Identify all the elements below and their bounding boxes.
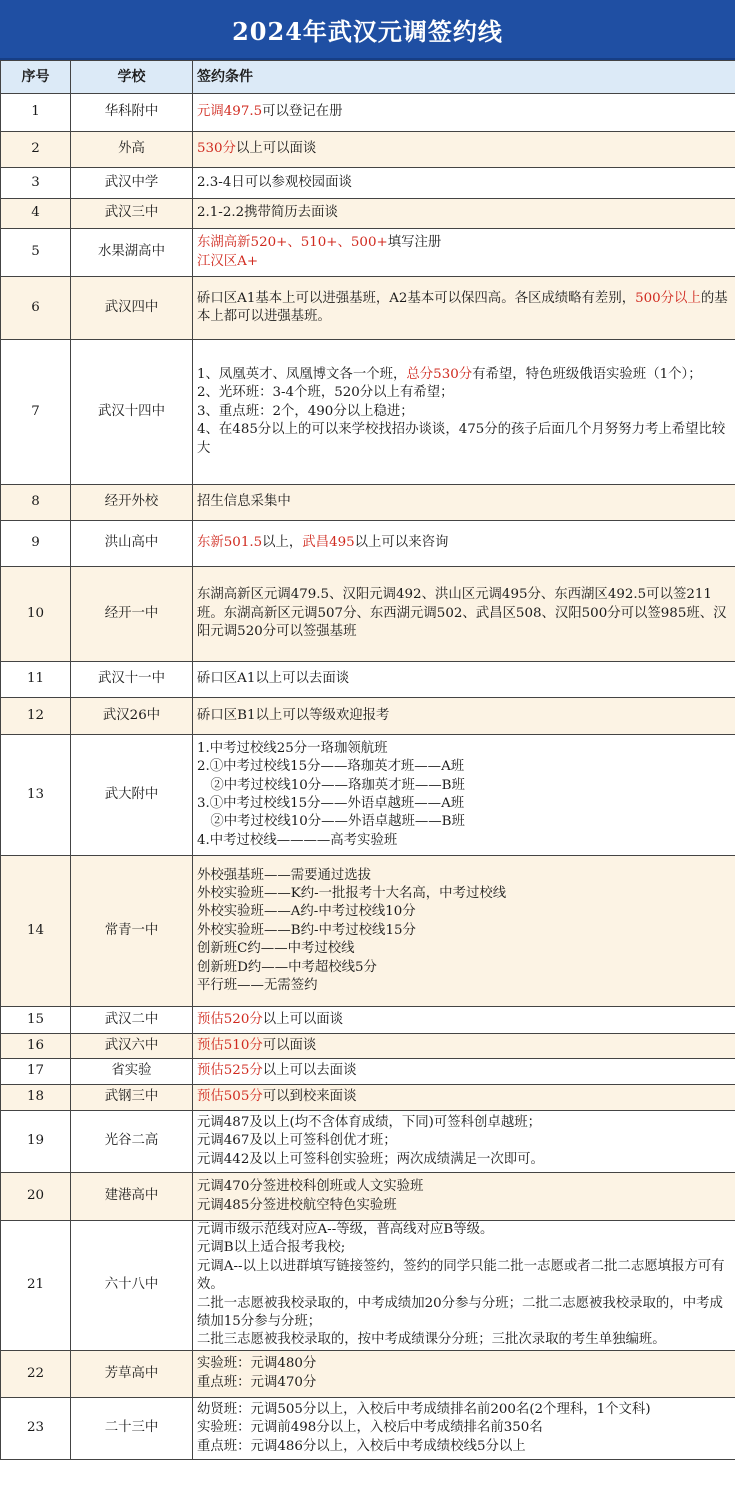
row-index: 13 [1,735,71,856]
row-index: 21 [1,1221,71,1351]
condition-text: 外校强基班——需要通过选拔 [197,867,372,883]
condition-line [197,1011,731,1029]
condition-line [197,959,731,977]
signing-condition [193,1173,735,1221]
condition-line [197,940,731,958]
condition-text: 东湖高新区元调479.5、汉阳元调492、洪山区元调495分、东西湖区492.5可以签211班。东湖高新区元调507分、东西湖元调502、武昌区508、汉阳500分可以签985班、汉阳元调520分可以签强基班 [197,587,727,640]
row-index: 17 [1,1059,71,1085]
condition-line [197,1088,731,1106]
condition-line [197,922,731,940]
highlighted-text: 东湖高新520+、510+、500+ [197,235,388,251]
table-row [1,1085,735,1111]
condition-text: 重点班：元调470分 [197,1374,317,1390]
condition-text: 外校实验班——B约-中考过校线15分 [197,922,416,938]
condition-text: 硚口区A1以上可以去面谈 [197,671,350,687]
condition-text: 1.中考过校线25分一珞珈领航班 [197,740,388,756]
condition-line [197,403,731,421]
condition-text: ②中考过校线10分——外语卓越班——B班 [197,814,465,830]
condition-line [197,1037,731,1055]
table-row [1,132,735,168]
condition-line [197,977,731,995]
school-name: 省实验 [71,1059,193,1085]
table-row [1,1034,735,1059]
highlighted-text: 东新501.5 [197,535,263,551]
condition-text: 以上可以来咨询 [354,535,449,551]
condition-text: 2.①中考过校线15分——珞珈英才班——A班 [197,759,465,775]
signing-condition [193,229,735,277]
school-name: 外高 [71,132,193,168]
condition-text: 元调市级示范线对应A--等级，普高线对应B等级。 [197,1222,494,1237]
table-row [1,229,735,277]
signing-condition [193,521,735,567]
row-index: 19 [1,1111,71,1173]
row-index: 2 [1,132,71,168]
row-index: 8 [1,485,71,521]
condition-line [197,204,731,222]
condition-text: 创新班C约——中考过校线 [197,941,355,957]
condition-line [197,1114,731,1132]
condition-line [197,1355,731,1373]
condition-line [197,384,731,402]
condition-text: 3.①中考过校线15分——外语卓越班——A班 [197,796,465,811]
table-row [1,168,735,199]
condition-text: 3、重点班：2个，490分以上稳进； [197,403,414,419]
condition-text: 元调467及以上可签科创优才班； [197,1133,397,1149]
condition-text: 硚口区B1以上可以等级欢迎报考 [197,707,390,723]
condition-text: 2.1-2.2携带简历去面谈 [197,205,338,221]
school-name: 洪山高中 [71,521,193,567]
school-name: 光谷二高 [71,1111,193,1173]
condition-line [197,1239,731,1257]
signing-condition [193,662,735,698]
condition-text: 硚口区A1基本上可以进强基班，A2基本可以保四高。各区成绩略有差别， [197,290,636,306]
row-index: 20 [1,1173,71,1221]
condition-text: 1、凤凰英才、凤凰博文各一个班， [197,366,407,382]
table-row [1,1111,735,1173]
highlighted-text: 预估505分 [197,1089,263,1105]
table-row [1,485,735,521]
condition-line [197,832,731,850]
condition-line [197,234,731,252]
highlighted-text: 预估525分 [197,1063,263,1079]
table-row [1,340,735,485]
condition-line [197,1438,731,1456]
condition-line [197,707,731,725]
condition-line [197,795,731,813]
row-index: 4 [1,199,71,229]
highlighted-text: 总分530分 [406,366,473,382]
condition-text: 元调470分签进校科创班或人文实验班 [197,1179,424,1195]
highlighted-text: 500分以上 [635,290,701,306]
highlighted-text: 元调497.5 [197,104,263,120]
row-index: 14 [1,856,71,1007]
row-index: 18 [1,1085,71,1111]
school-name: 经开一中 [71,567,193,662]
signing-condition [193,698,735,735]
highlighted-text: 武昌495 [302,535,355,551]
condition-line [197,758,731,776]
condition-line [197,1295,731,1332]
row-index: 12 [1,698,71,735]
table-row [1,1221,735,1351]
condition-line [197,1258,731,1295]
school-name: 武汉二中 [71,1007,193,1034]
condition-text: 外校实验班——K约-一批报考十大名高，中考过校线 [197,885,507,901]
condition-line [197,867,731,885]
signing-condition [193,1221,735,1351]
row-index: 9 [1,521,71,567]
condition-line [197,1178,731,1196]
header-conditions: 签约条件 [193,61,735,94]
condition-line [197,534,731,552]
condition-line [197,777,731,795]
highlighted-text: 江汉区A+ [197,253,259,269]
condition-text: 有希望，特色班级俄语实验班（1个）； [472,366,702,382]
condition-text: 招生信息采集中 [197,494,291,510]
condition-text: 实验班：元调480分 [197,1356,317,1372]
school-name: 武大附中 [71,735,193,856]
school-name: 建港高中 [71,1173,193,1221]
row-index: 15 [1,1007,71,1034]
condition-line [197,1062,731,1080]
condition-text: 4、在485分以上的可以来学校找招办谈谈，475分的孩子后面几个月努努力考上希望比较大 [197,422,726,456]
table-body [1,94,735,1460]
condition-line [197,1221,731,1239]
signing-condition [193,485,735,521]
signing-condition [193,199,735,229]
school-name: 武汉三中 [71,199,193,229]
table-row [1,521,735,567]
school-name: 武汉中学 [71,168,193,199]
condition-line [197,140,731,158]
signing-condition [193,1085,735,1111]
signing-condition [193,1034,735,1059]
row-index: 6 [1,277,71,340]
signing-condition [193,1059,735,1085]
signing-condition [193,1111,735,1173]
condition-line [197,1151,731,1169]
condition-text: 二批一志愿被我校录取的，中考成绩加20分参与分班；二批二志愿被我校录取的，中考成绩加15分参与分班； [197,1295,723,1330]
highlighted-text: 530分 [197,141,236,157]
condition-line [197,366,731,384]
condition-line [197,903,731,921]
condition-text: 以上， [262,535,303,551]
school-name: 常青一中 [71,856,193,1007]
condition-text: 创新班D约——中考超校线5分 [197,959,377,975]
condition-text: 以上可以面谈 [235,141,317,157]
row-index: 1 [1,94,71,132]
school-name: 芳草高中 [71,1350,193,1397]
signing-table [0,60,735,1460]
condition-line [197,290,731,327]
condition-line [197,885,731,903]
table-header-row [1,61,735,94]
condition-text: 元调487及以上(均不含体育成绩，下同)可签科创卓越班； [197,1114,541,1130]
table-row [1,277,735,340]
condition-line [197,1419,731,1437]
signing-condition [193,277,735,340]
table-row [1,1397,735,1459]
signing-condition [193,1007,735,1034]
condition-line [197,103,731,121]
table-row [1,94,735,132]
condition-line [197,586,731,641]
condition-text: 可以到校来面谈 [262,1089,357,1105]
table-row [1,1173,735,1221]
condition-text: 元调442及以上可签科创实验班；两次成绩满足一次即可。 [197,1151,544,1167]
table-row [1,567,735,662]
table-row [1,1007,735,1034]
signing-condition [193,735,735,856]
condition-line [197,1401,731,1419]
condition-text: 实验班：元调前498分以上，入校后中考成绩排名前350名 [197,1420,543,1436]
highlighted-text: 预估520分 [197,1011,263,1027]
row-index: 22 [1,1350,71,1397]
row-index: 7 [1,340,71,485]
condition-line [197,253,731,271]
condition-text: 2.3-4日可以参观校园面谈 [197,174,352,190]
condition-line [197,1374,731,1392]
school-name: 武汉六中 [71,1034,193,1059]
school-name: 武汉四中 [71,277,193,340]
condition-line [197,813,731,831]
row-index: 10 [1,567,71,662]
signing-condition [193,168,735,199]
signing-condition [193,1397,735,1459]
table-row [1,662,735,698]
table-row [1,698,735,735]
condition-text: 可以登记在册 [262,104,343,120]
table-row [1,1059,735,1085]
condition-text: 以上可以面谈 [262,1011,344,1027]
condition-text: 元调B以上适合报考我校; [197,1240,346,1256]
row-index: 23 [1,1397,71,1459]
signing-condition [193,1350,735,1397]
signing-condition [193,856,735,1007]
condition-line [197,1197,731,1215]
school-name: 经开外校 [71,485,193,521]
row-index: 16 [1,1034,71,1059]
school-name: 华科附中 [71,94,193,132]
condition-text: 二批三志愿被我校录取的，按中考成绩课分分班；三批次录取的考生单独编班。 [197,1332,666,1348]
signing-condition [193,567,735,662]
condition-line [197,740,731,758]
table-row [1,199,735,229]
table-row [1,735,735,856]
condition-text: 元调A--以上以进群填写链接签约，签约的同学只能二批一志愿或者二批二志愿填报方可有效。 [197,1258,725,1293]
signing-condition [193,132,735,168]
table-row [1,856,735,1007]
condition-line [197,1132,731,1150]
page-title: 2024年武汉元调签约线 [0,0,735,60]
table-row [1,1350,735,1397]
condition-text: 2、光环班：3-4个班，520分以上有希望； [197,385,454,401]
condition-text: 重点班：元调486分以上，入校后中考成绩校线5分以上 [197,1438,526,1454]
condition-text: 4.中考过校线————高考实验班 [197,832,398,848]
condition-line [197,1331,731,1349]
condition-line [197,174,731,192]
header-school: 学校 [71,61,193,94]
condition-text: ②中考过校线10分——珞珈英才班——B班 [197,777,465,793]
row-index: 5 [1,229,71,277]
school-name: 武汉十一中 [71,662,193,698]
condition-text: 可以面谈 [262,1037,317,1053]
school-name: 二十三中 [71,1397,193,1459]
school-name: 水果湖高中 [71,229,193,277]
header-index: 序号 [1,61,71,94]
signing-condition [193,94,735,132]
row-index: 11 [1,662,71,698]
row-index: 3 [1,168,71,199]
condition-line [197,670,731,688]
signing-condition [193,340,735,485]
condition-text: 填写注册 [387,235,442,251]
condition-text: 幼贤班：元调505分以上，入校后中考成绩排名前200名(2个理科，1个文科) [197,1401,651,1417]
school-name: 武钢三中 [71,1085,193,1111]
condition-line [197,421,731,458]
condition-line [197,493,731,511]
condition-text: 外校实验班——A约-中考过校线10分 [197,904,416,920]
condition-text: 的基本上都可以进强基班。 [197,290,728,324]
condition-text: 以上可以去面谈 [262,1063,357,1079]
highlighted-text: 预估510分 [197,1037,263,1053]
school-name: 六十八中 [71,1221,193,1351]
school-name: 武汉十四中 [71,340,193,485]
condition-text: 元调485分签进校航空特色实验班 [197,1197,397,1213]
condition-text: 平行班——无需签约 [197,978,318,994]
school-name: 武汉26中 [71,698,193,735]
